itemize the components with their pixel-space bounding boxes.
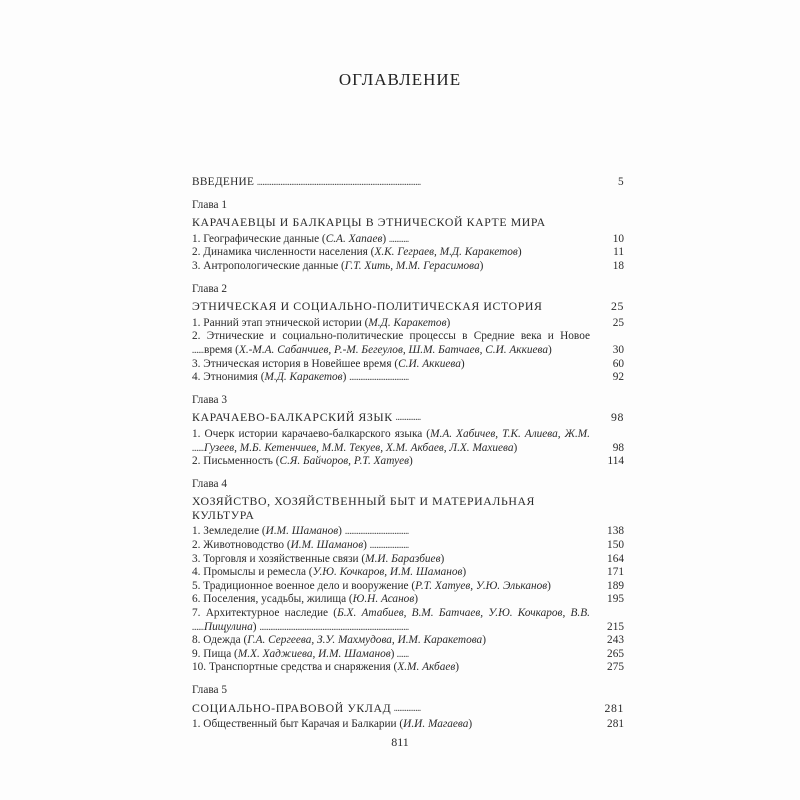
entry-authors: Г.А. Сергеева, З.У. Махмудова, И.М. Каракетова: [247, 634, 483, 647]
entry-page: 25: [596, 317, 624, 331]
entry-title-end: ): [517, 246, 522, 259]
toc-entry: [192, 525, 624, 539]
entry-text: [192, 566, 469, 578]
entry-page: 215: [596, 621, 624, 635]
entry-authors: М.Д. Каракетов: [368, 316, 447, 329]
entry-page: 189: [596, 580, 624, 594]
entry-page: 98: [596, 442, 624, 456]
chapter-section: [192, 394, 624, 469]
entry-title-end: ): [479, 259, 484, 272]
entry-page: 11: [596, 246, 624, 260]
toc-entry: [192, 371, 624, 385]
entry-title-end: ): [382, 232, 387, 245]
chapter-page: 281: [596, 702, 624, 716]
toc-entry: [192, 233, 624, 247]
entry-page: 92: [596, 371, 624, 385]
chapter-title-text: ЭТНИЧЕСКАЯ И СОЦИАЛЬНО-ПОЛИТИЧЕСКАЯ ИСТОРИЯ: [192, 300, 546, 313]
entry-authors: Ю.Н. Асанов: [352, 593, 415, 606]
entry-title: 3. Антропологические данные (: [192, 259, 345, 272]
chapter-section: [192, 684, 624, 732]
entry-page: 114: [596, 455, 624, 469]
toc-entry: [192, 317, 624, 331]
entry-title: 2. Этнические и социально-политические процессы в Средние века и Новое время (: [192, 330, 590, 356]
entry-text: ВВЕДЕНИЕ: [192, 176, 257, 188]
chapter-section: [192, 283, 624, 385]
page-title: ОГЛАВЛЕНИЕ: [338, 70, 462, 89]
entry-title: 4. Этнонимия (: [192, 371, 265, 384]
entry-text: [192, 246, 525, 258]
entry-title-end: ): [446, 316, 451, 329]
entry-page: 30: [596, 344, 624, 358]
entry-title: 2. Динамика численности населения (: [192, 246, 375, 259]
entry-authors: С.А. Хапаев: [325, 232, 383, 245]
entry-title-end: ): [414, 593, 418, 606]
entry-page: 5: [596, 176, 624, 190]
entry-title: 1. Географические данные (: [192, 232, 326, 245]
toc-entry: [192, 428, 624, 455]
entry-title: 3. Этническая история в Новейшее время (: [192, 357, 399, 370]
entry-text: [192, 634, 489, 646]
entry-title-end: ): [390, 647, 395, 660]
entry-authors: М.И. Баразбиев: [365, 552, 441, 565]
toc-entry: [192, 648, 624, 662]
chapter-page: 25: [596, 300, 624, 314]
entry-text: [192, 648, 397, 660]
entry-title-end: ): [455, 661, 460, 674]
chapter-section: [192, 199, 624, 274]
entry-authors: М.А. Хабичев, Т.К. Алиева, Ж.М. Гузеев, М.Б. Кетенчиев, М.М. Текуев, Х.М. Акбаев, Л.Х. Махиева: [204, 427, 591, 454]
chapter-title-text: ХОЗЯЙСТВО, ХОЗЯЙСТВЕННЫЙ БЫТ И МАТЕРИАЛЬНАЯ КУЛЬТУРА: [192, 495, 536, 522]
entry-title: 2. Письменность (: [192, 455, 280, 468]
entry-title-end: ): [460, 357, 465, 370]
entry-title: 5. Традиционное военное дело и вооружение (: [192, 579, 416, 592]
toc-entry: [192, 634, 624, 648]
chapter-title-text: СОЦИАЛЬНО-ПРАВОВОЙ УКЛАД: [192, 702, 394, 715]
entry-authors: Р.Т. Хатуев, У.Ю. Эльканов: [415, 579, 548, 592]
entry-text: [192, 358, 468, 370]
entry-title-end: ): [338, 525, 342, 538]
toc-entry: [192, 593, 624, 607]
entry-title-end: ): [462, 566, 467, 579]
toc-entry: [192, 330, 624, 357]
chapter-label: Глава 5: [192, 684, 228, 696]
toc-entry: [192, 358, 624, 372]
entry-title: 1. Очерк истории карачаево-балкарского языка (: [192, 427, 431, 440]
entry-title-end: ): [252, 620, 257, 633]
entry-page: 150: [596, 539, 624, 553]
chapter-title: [192, 216, 624, 230]
toc-entry: [192, 539, 624, 553]
entry-title-end: ): [548, 343, 552, 356]
entry-authors: И.И. Магаева: [403, 718, 469, 731]
entry-title-end: ): [440, 552, 445, 565]
entry-text: [192, 661, 462, 673]
entry-page: 243: [596, 634, 624, 648]
entry-authors: Х.К. Геграев, М.Д. Каракетов: [374, 246, 518, 259]
entry-page: 265: [596, 648, 624, 662]
entry-text: [192, 330, 590, 356]
chapter-label: Глава 1: [192, 198, 228, 211]
chapter-title: [192, 300, 624, 314]
toc-entry: [192, 260, 624, 274]
toc-entry: [192, 566, 624, 580]
chapter-title: [192, 411, 624, 425]
entry-authors: С.Я. Байчоров, Р.Т. Хатуев: [279, 455, 409, 468]
entry-authors: Б.Х. Атабиев, В.М. Батчаев, У.Ю. Кочкаров, В.В. Пищулина: [204, 607, 590, 633]
entry-text: [192, 371, 349, 383]
entry-title-end: ): [513, 441, 518, 454]
entry-authors: С.И. Аккиева: [398, 357, 461, 370]
entry-title: 7. Архитектурное наследие (: [192, 607, 338, 620]
entry-authors: Х.М. Акбаев: [397, 661, 456, 674]
entry-title-end: ): [547, 579, 551, 592]
toc-entry: [192, 580, 624, 594]
entry-title: 1. Ранний этап этнической истории (: [192, 316, 369, 329]
chapter-label: Глава 3: [192, 393, 228, 406]
chapter-page: 98: [596, 411, 624, 425]
entry-title-end: ): [468, 718, 473, 731]
entry-title: 1. Земледелие (: [192, 525, 266, 538]
entry-text: [192, 428, 590, 454]
entry-title-end: ): [482, 634, 486, 647]
entry-text: [192, 260, 486, 272]
entry-text: [192, 317, 453, 329]
entry-text: [192, 718, 475, 730]
chapter-label: Глава 2: [192, 282, 228, 295]
entry-authors: И.М. Шаманов: [265, 525, 339, 538]
toc-entry: [192, 455, 624, 469]
chapter-section: [192, 478, 624, 675]
entry-title: 3. Торговля и хозяйственные связи (: [192, 552, 366, 565]
entry-title-end: ): [363, 539, 367, 552]
entry-title: 4. Промыслы и ремесла (: [192, 566, 313, 579]
entry-title: 1. Общественный быт Карачая и Балкарии (: [192, 718, 404, 731]
entry-title-end: ): [342, 371, 347, 384]
entry-page: 164: [596, 553, 624, 567]
entry-text: [192, 539, 370, 551]
toc-entry: [192, 553, 624, 567]
entry-page: 171: [596, 566, 624, 580]
chapter-title: [192, 495, 624, 522]
entry-page: 195: [596, 593, 624, 607]
toc-entry: [192, 661, 624, 675]
entry-page: 275: [596, 661, 624, 675]
entry-text: [192, 553, 447, 565]
entry-authors: Х.-М.А. Сабанчиев, Р.-М. Бегеулов, Ш.М. Батчаев, С.И. Аккиева: [238, 343, 549, 356]
chapter-title-text: КАРАЧАЕВО-БАЛКАРСКИЙ ЯЗЫК: [192, 411, 396, 424]
entry-text: [192, 593, 421, 605]
entry-authors: И.М. Шаманов: [290, 539, 364, 552]
chapter-label: Глава 4: [192, 477, 228, 490]
toc-entry-intro: [192, 176, 624, 190]
entry-title: 2. Животноводство (: [192, 539, 291, 552]
page-number: 811: [391, 735, 409, 749]
entry-title: 8. Одежда (: [192, 634, 248, 647]
chapter-title: [192, 702, 624, 716]
entry-title: 10. Транспортные средства и снаряжения (: [192, 661, 398, 674]
entry-page: 18: [596, 260, 624, 274]
entry-text: [192, 580, 554, 592]
entry-text: [192, 525, 345, 537]
table-of-contents: [192, 176, 624, 732]
chapter-title-text: КАРАЧАЕВЦЫ И БАЛКАРЦЫ В ЭТНИЧЕСКОЙ КАРТЕ МИРА: [192, 216, 549, 229]
entry-authors: М.Х. Хаджиева, И.М. Шаманов: [237, 647, 391, 660]
toc-entry: [192, 246, 624, 260]
toc-entry: [192, 718, 624, 732]
entry-title-end: ): [409, 455, 413, 468]
entry-page: 60: [596, 358, 624, 372]
entry-text: [192, 455, 416, 467]
entry-authors: М.Д. Каракетов: [264, 371, 343, 384]
entry-title: 6. Поселения, усадьбы, жилища (: [192, 593, 353, 606]
entry-page: 281: [596, 718, 624, 732]
entry-authors: Г.Т. Хить, М.М. Герасимова: [344, 259, 480, 272]
toc-entry: [192, 607, 624, 634]
entry-text: [192, 233, 389, 245]
entry-authors: У.Ю. Кочкаров, И.М. Шаманов: [312, 566, 463, 579]
entry-title: 9. Пища (: [192, 647, 238, 660]
entry-page: 138: [596, 525, 624, 539]
entry-page: 10: [596, 233, 624, 247]
entry-text: [192, 607, 590, 633]
